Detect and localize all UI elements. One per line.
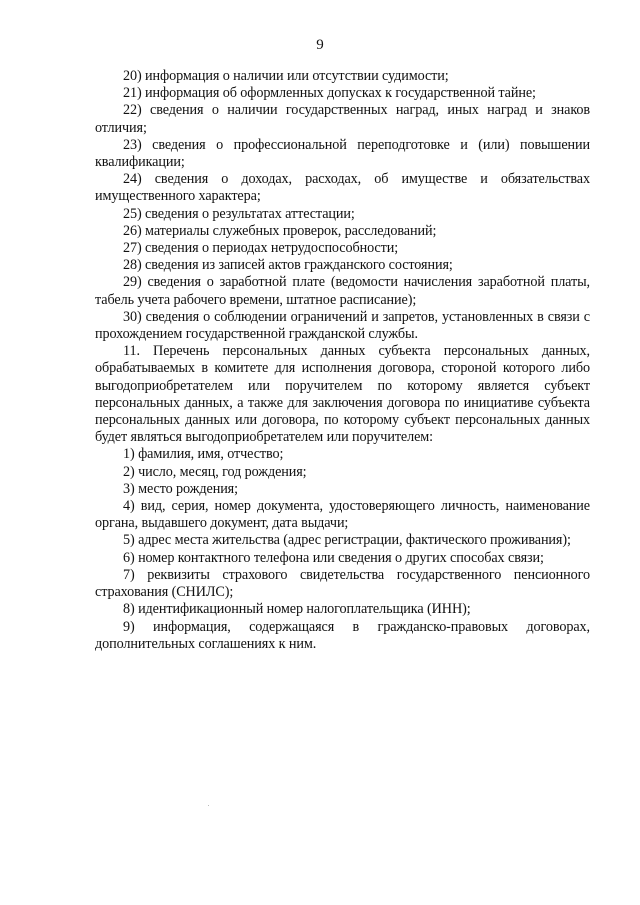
list-item: 20) информация о наличии или отсутствии судимости; (123, 68, 449, 84)
list-item: 6) номер контактного телефона или сведения о других способах связи; (123, 549, 544, 566)
list-item: 8) идентификационный номер налогоплательщика (ИНН); (123, 601, 471, 618)
list-item: 22) сведения о наличии государственных наград, иных наград и знаков отличия; (95, 102, 590, 136)
list-item: 5) адрес места жительства (адрес регистрации, фактического проживания); (123, 532, 571, 549)
list-item: 3) место рождения; (123, 480, 238, 497)
section-paragraph: 11. Перечень персональных данных субъекта персональных данных, обрабатываемых в комитете для исполнения договора, стороной которого либо выгодоприобретателем или поручителем по которому является субъект персональных данных, а также для заключения договора по инициативе субъекта персональных данных или договора, по которому субъект персональных данных будет являться выгодоприобретателем или поручителем: (95, 343, 590, 446)
list-item: 28) сведения из записей актов гражданского состояния; (123, 257, 453, 274)
list-item: 1) фамилия, имя, отчество; (123, 446, 284, 463)
list-item: 21) информация об оформленных допусках к государственной тайне; (123, 85, 536, 102)
list-item: 2) число, месяц, год рождения; (123, 463, 307, 480)
list-item: 9) информация, содержащаяся в гражданско-правовых договорах, дополнительных соглашениях к ним. (95, 618, 590, 652)
scan-speck (208, 805, 209, 806)
list-item: 25) сведения о результатах аттестации; (123, 205, 355, 222)
list-item: 26) материалы служебных проверок, расследований; (123, 222, 437, 239)
list-item: 7) реквизиты страхового свидетельства государственного пенсионного страхования (СНИЛС); (95, 566, 590, 601)
list-item: 30) сведения о соблюдении ограничений и запретов, установленных в связи с прохождением государственной гражданской службы. (95, 308, 590, 343)
list-item: 23) сведения о профессиональной переподготовке и (или) повышении квалификации; (95, 136, 590, 171)
list-item: 29) сведения о заработной плате (ведомости начисления заработной платы, табель учета рабочего времени, штатное расписание); (95, 274, 590, 308)
page-number: 9 (316, 37, 324, 53)
list-item: 27) сведения о периодах нетрудоспособности; (123, 240, 399, 257)
document-body (95, 68, 590, 653)
list-item: 4) вид, серия, номер документа, удостоверяющего личность, наименование органа, выдавшего документ, дата выдачи; (95, 498, 590, 532)
list-item: 24) сведения о доходах, расходах, об имуществе и обязательствах имущественного характера; (95, 171, 590, 205)
